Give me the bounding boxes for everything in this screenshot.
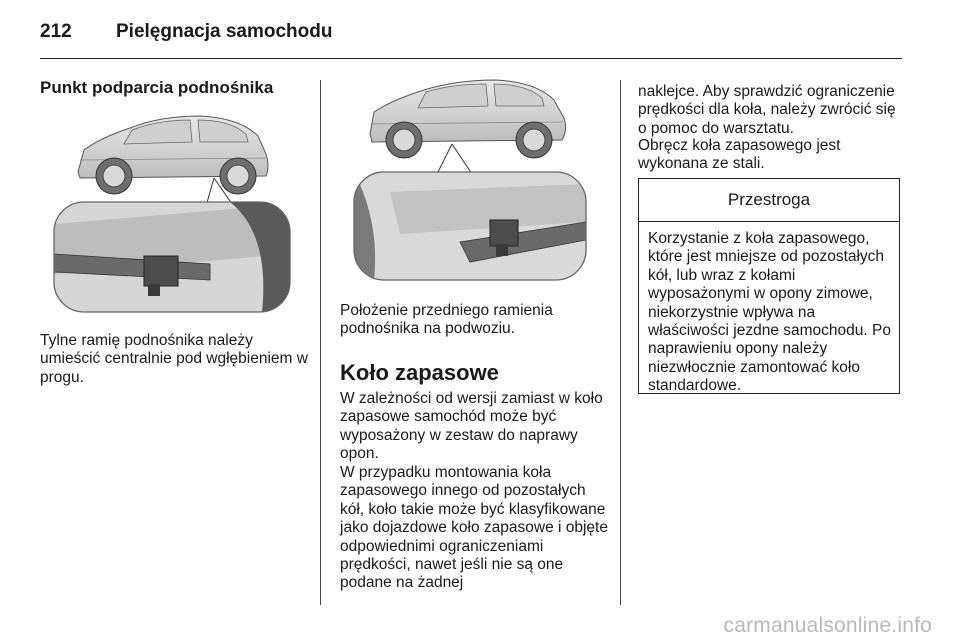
header-rule <box>40 58 902 59</box>
caution-text: Korzystanie z koła zapasowego, które jest mniejsze od pozostałych kół, lub wraz z kołami wyposażonymi w opony zimowe, niekorzystnie wpływa na właściwości jezdne samochodu. Po naprawieniu opony należy niezwłocznie zamontować koło standardowe. <box>648 230 891 395</box>
chapter-title: Pielęgnacja samochodu <box>116 21 333 42</box>
front-jack-point-illustration <box>340 72 600 288</box>
watermark: carmanualsonline.info <box>723 614 932 637</box>
rear-jack-point-illustration <box>40 104 304 320</box>
column-divider-left <box>320 80 321 605</box>
front-jack-caption: Położenie przedniego ramienia podnośnika na podwoziu. <box>340 302 553 338</box>
section-heading-spare-wheel: Koło zapasowe <box>340 360 499 385</box>
page-number: 212 <box>40 21 72 42</box>
section-heading-jack-point: Punkt podparcia podnośnika <box>40 78 274 97</box>
steel-rim-paragraph: Obręcz koła zapasowego jest wykonana ze stali. <box>638 137 841 173</box>
spare-wheel-paragraph-1: W zależności od wersji zamiast w koło zapasowe samochód może być wyposażony w zestaw do naprawy opon. <box>340 390 603 463</box>
caution-title: Przestroga <box>639 179 899 222</box>
spare-wheel-paragraph-2: W przypadku montowania koła zapasowego innego od pozostałych kół, koło takie może być klasyfikowane jako dojazdowe koło zapasowe i objęte odpowiednimi ograniczeniami prędkości, nawet jeśli nie są one podane na żadnej <box>340 464 608 592</box>
page-header <box>40 14 900 50</box>
column-divider-right <box>620 80 621 605</box>
caution-box <box>638 178 900 394</box>
rear-jack-caption: Tylne ramię podnośnika należy umieścić centralnie pod wgłębieniem w progu. <box>40 332 308 386</box>
speed-limit-paragraph: naklejce. Aby sprawdzić ograniczenie prędkości dla koła, należy zwrócić się o pomoc do warsztatu. <box>638 83 896 137</box>
